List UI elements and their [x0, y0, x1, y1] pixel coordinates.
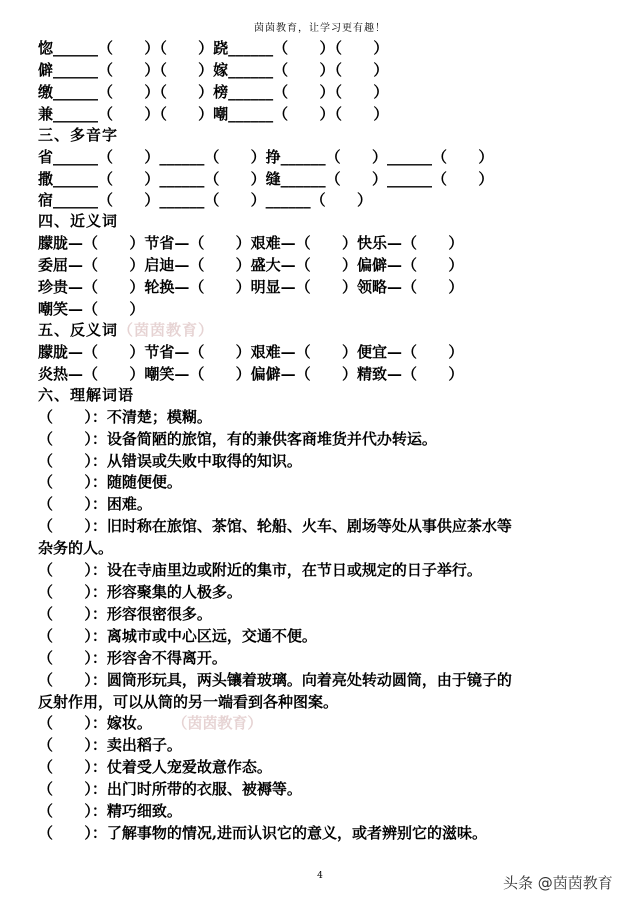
page-header: 茵茵教育，让学习更有趣！: [254, 23, 386, 34]
section-heading-synonyms: 四、近义词: [38, 212, 119, 230]
antonym-row-1: 朦胧—（ ）节省—（ ）艰难—（ ）便宜—（ ）: [38, 343, 464, 361]
definition-row: （ ）：困难。: [38, 495, 152, 513]
polyphone-row-2: 撒______（ ）______（ ）缝______（ ）______（ ）: [38, 170, 494, 188]
definition-row: （ ）：形容舍不得离开。: [38, 649, 227, 667]
section-heading-vocabulary: 六、理解词语: [38, 386, 135, 404]
definition-row: （ ）：嫁妆。 （茵茵教育）: [38, 714, 263, 732]
definition-row: （ ）：设备简陋的旅馆，有的兼供客商堆货并代办转运。: [38, 430, 437, 448]
definition-continuation: 杂务的人。: [38, 539, 114, 557]
definition-row: （ ）：圆筒形玩具，两头镶着玻璃。向着亮处转动圆筒，由于镜子的: [38, 671, 512, 689]
definition-row: （ ）：出门时所带的衣服、被褥等。: [38, 780, 302, 798]
definition-row: （ ）：卖出稻子。: [38, 736, 182, 754]
polyphone-row-1: 省______（ ）______（ ）挣______（ ）______（ ）: [38, 148, 494, 166]
definition-row: （ ）：不清楚；模糊。: [38, 408, 212, 426]
definition-row: （ ）：旧时称在旅馆、茶馆、轮船、火车、剧场等处从事供应茶水等: [38, 517, 512, 535]
watermark: （茵茵教育）: [118, 321, 215, 339]
section-heading-polyphone: 三、多音字: [38, 126, 119, 144]
antonym-row-2: 炎热—（ ）嘲笑—（ ）偏僻—（ ）精致—（ ）: [38, 365, 464, 383]
definition-row: （ ）：形容很密很多。: [38, 605, 212, 623]
char-row-1: 惚______（ ）（ ）跷______（ ）（ ）: [38, 39, 389, 57]
synonym-row-2: 委屈—（ ）启迪—（ ）盛大—（ ）偏僻—（ ）: [38, 256, 464, 274]
watermark: （茵茵教育）: [179, 714, 263, 732]
char-row-2: 僻______（ ）（ ）嫁______（ ）（ ）: [38, 61, 389, 79]
definition-row: （ ）：从错误或失败中取得的知识。: [38, 452, 302, 470]
section-heading-antonyms: 五、反义词（茵茵教育）: [38, 321, 215, 339]
definition-row: （ ）：精巧细致。: [38, 802, 182, 820]
synonym-row-1: 朦胧—（ ）节省—（ ）艰难—（ ）快乐—（ ）: [38, 234, 464, 252]
char-row-3: 缴______（ ）（ ）榜______（ ）（ ）: [38, 83, 389, 101]
definition-row: （ ）：仗着受人宠爱故意作态。: [38, 758, 272, 776]
synonym-row-3: 珍贵—（ ）轮换—（ ）明显—（ ）领略—（ ）: [38, 278, 464, 296]
page-number: 4: [317, 871, 323, 881]
definition-continuation: 反射作用，可以从筒的另一端看到各种图案。: [38, 693, 339, 711]
definition-row: （ ）：了解事物的情况,进而认识它的意义，或者辨别它的滋味。: [38, 824, 488, 842]
definition-row: （ ）：随随便便。: [38, 473, 182, 491]
char-row-4: 兼______（ ）（ ）嘲______（ ）（ ）: [38, 105, 389, 123]
definition-row: （ ）：离城市或中心区远，交通不便。: [38, 627, 317, 645]
synonym-row-4: 嘲笑—（ ）: [38, 300, 145, 318]
definition-row: （ ）：设在寺庙里边或附近的集市，在节日或规定的日子举行。: [38, 561, 482, 579]
source-watermark: 头条 @茵茵教育: [503, 874, 613, 892]
polyphone-row-3: 宿______（ ）______（ ）______（ ）: [38, 191, 372, 209]
definition-row: （ ）：形容聚集的人极多。: [38, 583, 242, 601]
